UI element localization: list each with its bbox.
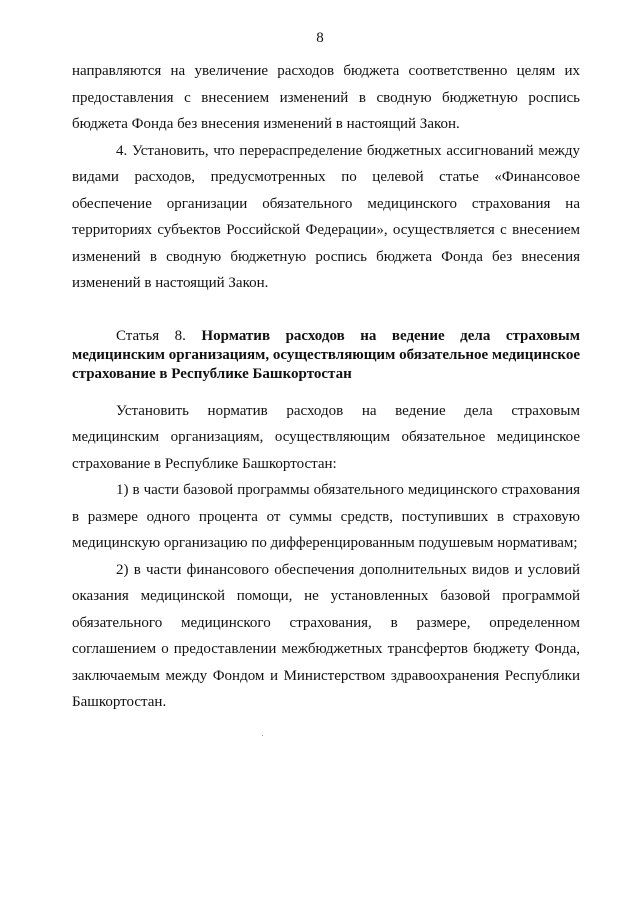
page-number: 8 bbox=[316, 30, 324, 46]
article-body bbox=[72, 398, 580, 716]
article-title: Норматив расходов на ведение дела страховым медицинским организациям, осуществляющим обязательное медицинское страхование в Республике Башкортостан bbox=[72, 327, 580, 382]
article-label: Статья 8. bbox=[116, 327, 186, 344]
article-item-2: 2) в части финансового обеспечения дополнительных видов и условий оказания медицинской помощи, не установленных базовой программой обязательного медицинского страхования, в размере, определенном соглашением о предоставлении межбюджетных трансфертов бюджету Фонда, заключаемым между Фондом и Министерством здравоохранения Республики Башкортостан. bbox=[72, 561, 580, 710]
paragraph-continuation: направляются на увеличение расходов бюджета соответственно целям их предоставления с внесением изменений в сводную бюджетную роспись бюджета Фонда без внесения изменений в настоящий Закон. bbox=[72, 63, 580, 132]
article-item-1: 1) в части базовой программы обязательного медицинского страхования в размере одного процента от суммы средств, поступивших в страховую медицинскую организацию по дифференцированным подушевым нормативам; bbox=[72, 482, 580, 551]
document-body bbox=[72, 58, 580, 716]
scan-artifact-dot bbox=[262, 735, 263, 736]
article-heading bbox=[72, 327, 580, 384]
article-intro: Установить норматив расходов на ведение дела страховым медицинским организациям, осуществляющим обязательное медицинское страхование в Республике Башкортостан: bbox=[72, 402, 580, 472]
paragraph-item-4: 4. Установить, что перераспределение бюджетных ассигнований между видами расходов, предусмотренных по целевой статье «Финансовое обеспечение организации обязательного медицинского страхования на территориях субъектов Российской Федерации», осуществляется с внесением изменений в сводную бюджетную роспись бюджета Фонда без внесения изменений в настоящий Закон. bbox=[72, 142, 580, 291]
